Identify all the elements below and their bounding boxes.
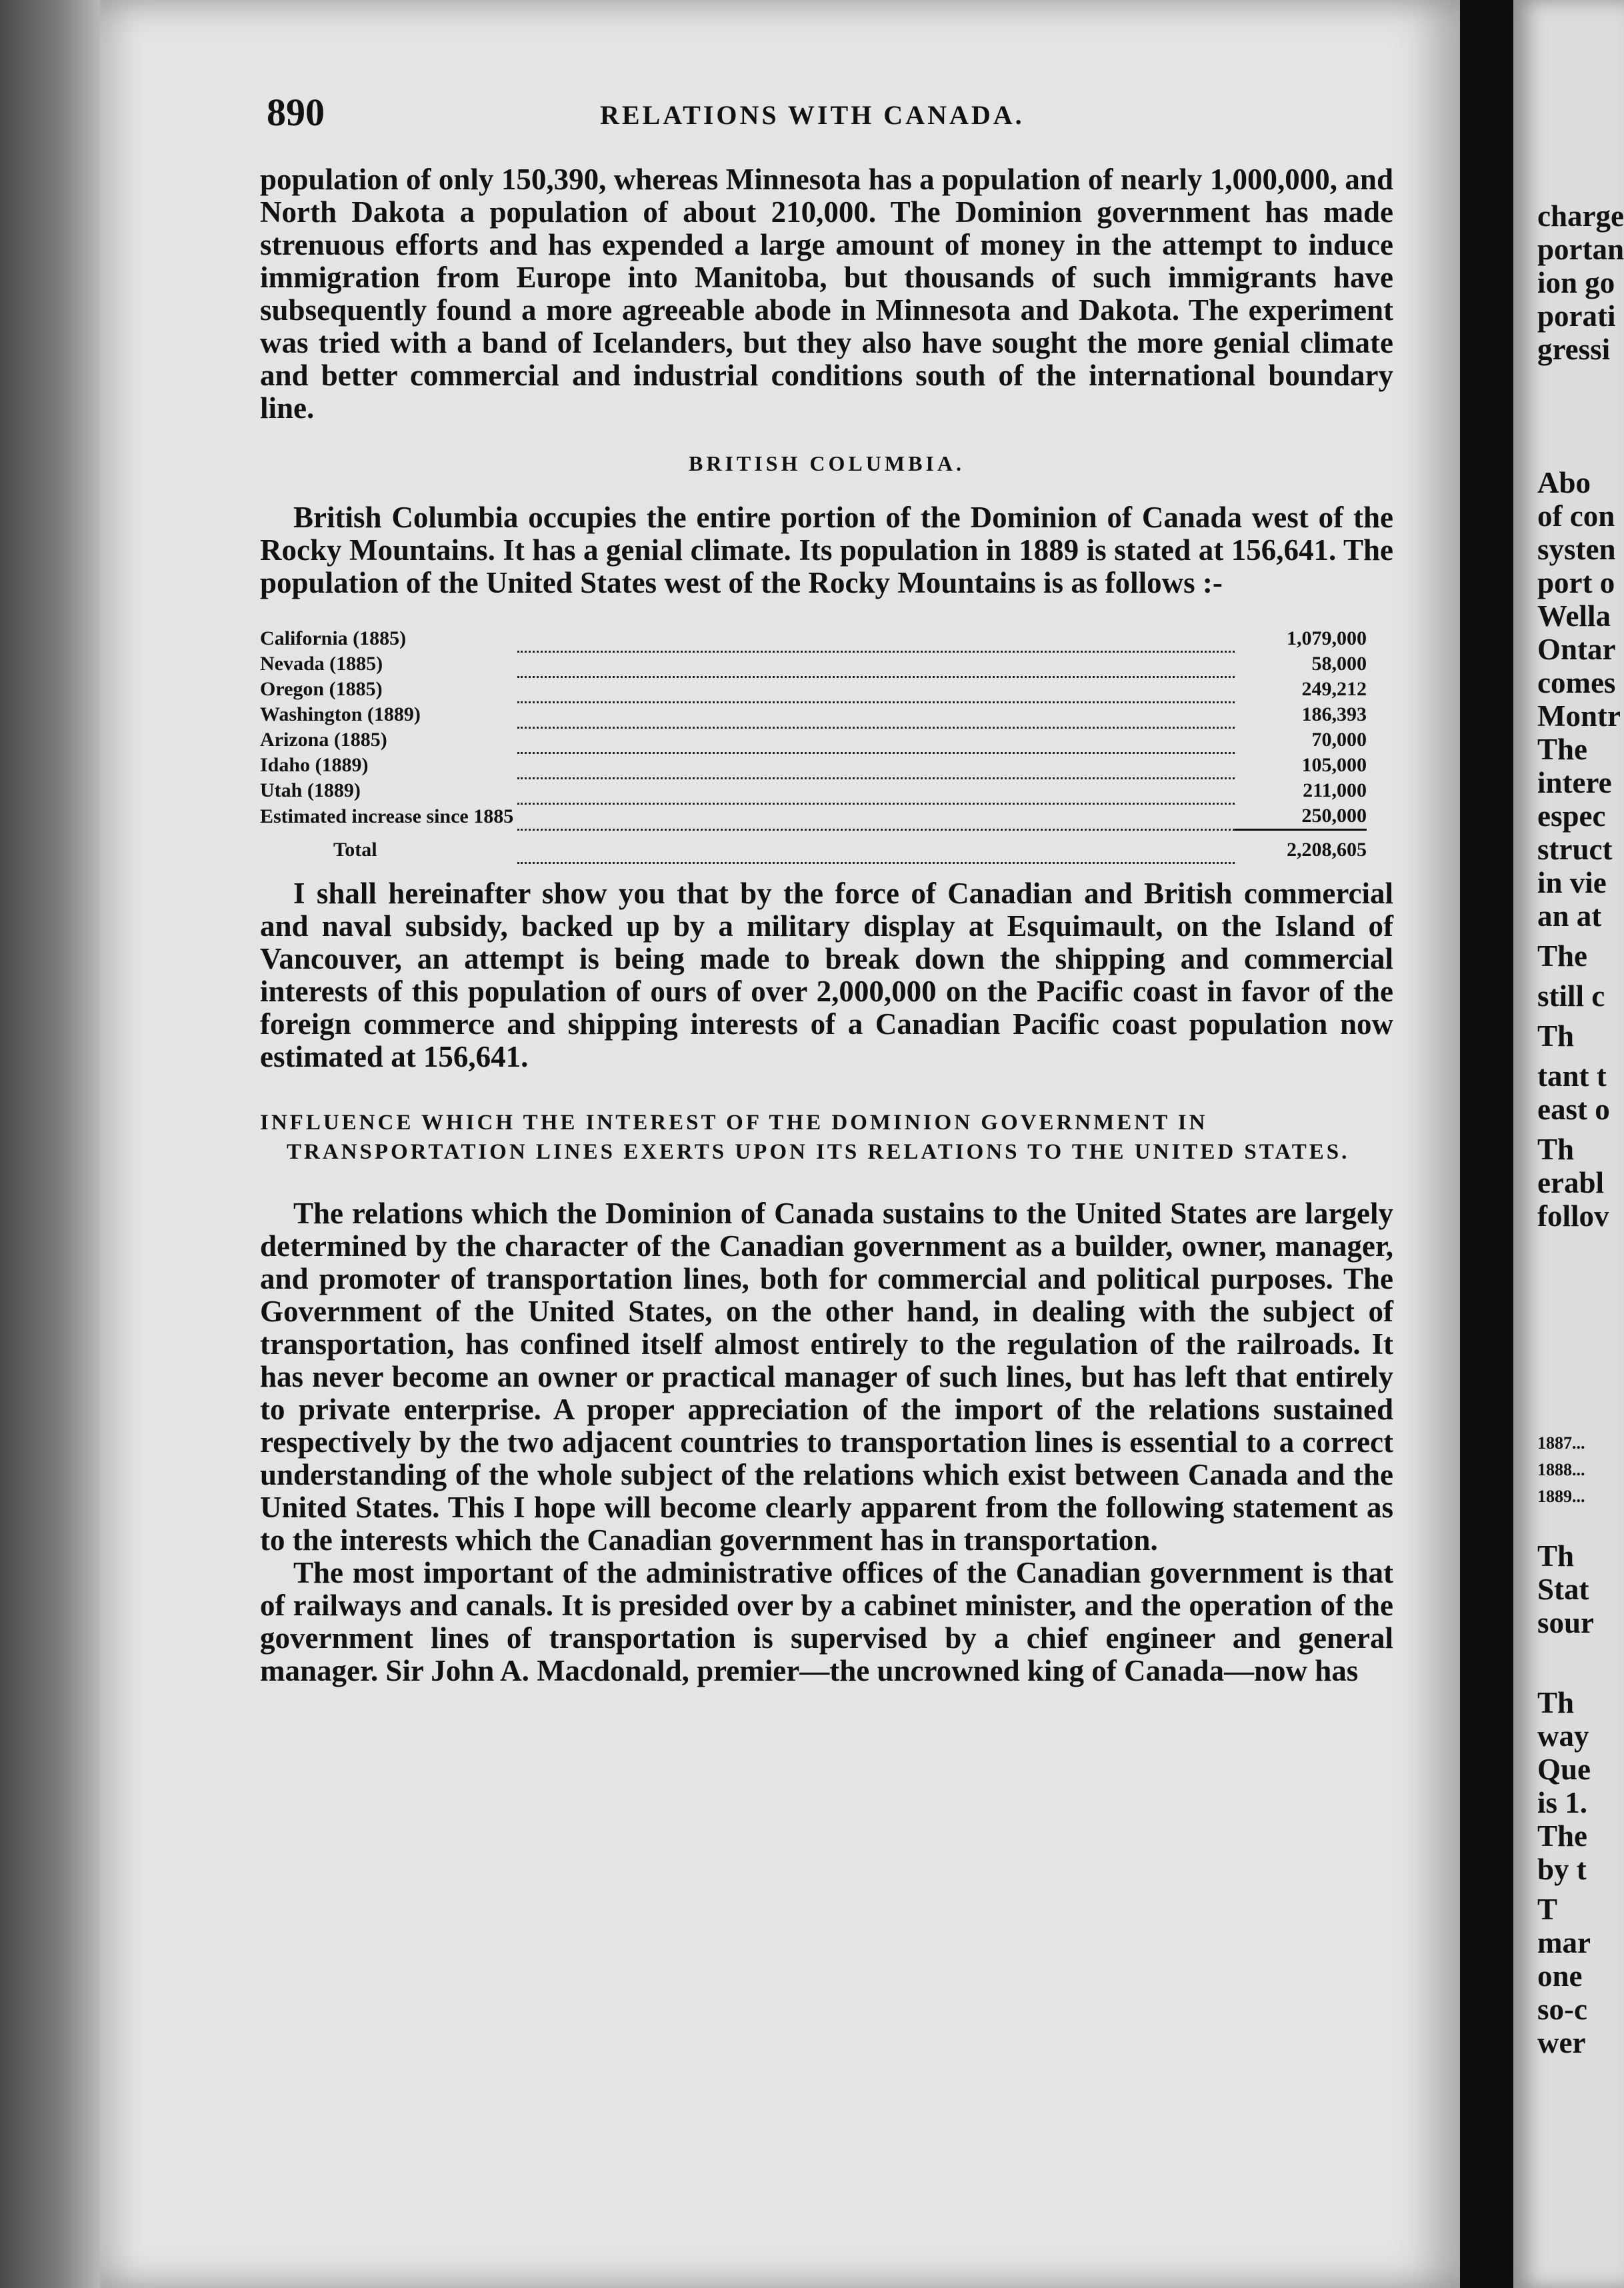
adjacent-page-text: Th xyxy=(1537,1133,1575,1166)
table-leader-dots xyxy=(517,773,1235,798)
paragraph-population: population of only 150,390, whereas Minnesota has a population of nearly 1,000,000, and North Dakota a population of about 210,000. The Dominion government has made strenuous efforts and has expended a large amount of money in the attempt to induce immigration from Europe into Manitoba, but thousands of such immigrants have subsequently found a more agreeable abode in Minnesota and Dakota. The experiment was tried with a band of Icelanders, but they also have sought the more genial climate and better commercial and industrial conditions south of the international boundary line. xyxy=(260,163,1393,425)
adjacent-page-text: an at xyxy=(1537,899,1602,933)
adjacent-page-text: porati xyxy=(1537,299,1616,333)
adjacent-page-text: of con xyxy=(1537,499,1615,533)
adjacent-page-text: The xyxy=(1537,939,1588,973)
adjacent-page-text: Que xyxy=(1537,1753,1591,1786)
state-name: Estimated increase since 1885 xyxy=(260,805,514,827)
table-leader-dots xyxy=(517,722,1235,747)
adjacent-page-text: sour xyxy=(1537,1606,1595,1639)
adjacent-page-text: port o xyxy=(1537,566,1615,599)
paragraph-bc-intro: British Columbia occupies the entire portion of the Dominion of Canada west of the Rocky Mountains. It has a genial climate. Its population in 1889 is stated at 156,641. The population of the United States west of the Rocky Mountains is as follows :- xyxy=(260,501,1393,599)
adjacent-page-text: is 1. xyxy=(1537,1786,1588,1819)
paragraph-influence-2: The most important of the administrative offices of the Canadian government is that of railways and canals. It is presided over by a cabinet minister, and the operation of the government lines of transportation is supervised by a chief engineer and general manager. Sir John A. Macdonald, premier—the uncrowned king of Canada—now has xyxy=(260,1555,1393,1687)
state-name: Arizona (1885) xyxy=(260,729,387,751)
total-label: Total xyxy=(333,839,377,861)
section-heading-british-columbia: BRITISH COLUMBIA. xyxy=(689,451,965,475)
adjacent-page-text: erabl xyxy=(1537,1166,1604,1199)
adjacent-page-text: comes xyxy=(1537,666,1616,699)
state-name: Washington (1889) xyxy=(260,703,421,725)
adjacent-page-text: mar xyxy=(1537,1926,1591,1959)
adjacent-page-text: T xyxy=(1537,1893,1558,1926)
table-leader-dots xyxy=(517,671,1235,697)
book-gutter xyxy=(1460,0,1513,2288)
state-name: Utah (1889) xyxy=(260,779,361,801)
table-leader-dots xyxy=(517,621,1235,646)
adjacent-page-text: intere xyxy=(1537,766,1612,799)
state-name: California (1885) xyxy=(260,627,407,649)
adjacent-page-text: tant t xyxy=(1537,1059,1607,1093)
adjacent-page-text: gressi xyxy=(1537,333,1611,366)
population-value: 58,000 xyxy=(1311,653,1367,675)
table-leader-dots xyxy=(517,747,1235,773)
adjacent-page-fragment xyxy=(1513,0,1624,2288)
table-leader-dots xyxy=(517,798,1235,825)
adjacent-page-text: espec xyxy=(1537,799,1606,833)
running-title: RELATIONS WITH CANADA. xyxy=(600,100,1025,130)
population-value: 211,000 xyxy=(1303,779,1367,801)
adjacent-page-text: by t xyxy=(1537,1853,1587,1886)
table-leader-dots xyxy=(517,697,1235,722)
state-name: Idaho (1889) xyxy=(260,754,369,776)
population-value: 186,393 xyxy=(1301,703,1367,725)
adjacent-page-text: so-c xyxy=(1537,1993,1587,2026)
page-body xyxy=(260,163,1393,1687)
adjacent-page-text: Th xyxy=(1537,1019,1575,1053)
state-name: Nevada (1885) xyxy=(260,653,383,675)
adjacent-page-text: way xyxy=(1537,1719,1589,1753)
population-table xyxy=(260,626,1367,864)
adjacent-page-text: 1889... xyxy=(1537,1487,1585,1506)
adjacent-page-text: wer xyxy=(1537,2026,1586,2059)
adjacent-page-text: Ontar xyxy=(1537,633,1616,666)
adjacent-page-text: one xyxy=(1537,1959,1583,1993)
adjacent-page-text: ion go xyxy=(1537,266,1615,299)
adjacent-page-text: Montr xyxy=(1537,699,1621,733)
state-name: Oregon (1885) xyxy=(260,678,383,700)
table-leader-dots xyxy=(517,646,1235,671)
adjacent-page-text: in vie xyxy=(1537,866,1607,899)
adjacent-page-text: 1887... xyxy=(1537,1433,1585,1453)
adjacent-page-text: The xyxy=(1537,733,1588,766)
population-value: 249,212 xyxy=(1301,678,1367,700)
page-number: 890 xyxy=(267,91,325,134)
table-leader-dots xyxy=(517,832,1235,857)
table-total-row xyxy=(260,837,1367,863)
left-book-edge xyxy=(0,0,100,2288)
section-heading-influence: INFLUENCE WHICH THE INTEREST OF THE DOMINION GOVERNMENT IN TRANSPORTATION LINES EXERTS UPON ITS RELATIONS TO THE UNITED STATES. xyxy=(260,1110,1350,1164)
adjacent-page-text: systen xyxy=(1537,533,1616,566)
adjacent-page-text: Stat xyxy=(1537,1573,1589,1606)
adjacent-page-text: east o xyxy=(1537,1093,1610,1126)
table-row xyxy=(260,803,1367,830)
adjacent-page-text: follov xyxy=(1537,1199,1609,1233)
adjacent-page-text: Th xyxy=(1537,1539,1575,1573)
adjacent-page-text: still c xyxy=(1537,979,1605,1013)
adjacent-page-text: Abo xyxy=(1537,466,1591,499)
adjacent-page-text: 1888... xyxy=(1537,1460,1585,1479)
paragraph-influence-1: The relations which the Dominion of Canada sustains to the United States are largely determined by the character of the Canadian government as a builder, owner, manager, and promoter of transportation lines, both for commercial and political purposes. The Government of the United States, on the other hand, in dealing with the subject of transportation, has confined itself almost entirely to the regulation of the railroads. It has never become an owner or practical manager of such lines, but has left that entirely to private enterprise. A proper appreciation of the import of the relations sustained respectively by the two adjacent countries to transportation lines is essential to a correct understanding of the whole subject of the relations which exist between Canada and the United States. This I hope will become clearly apparent from the following statement as to the interests which the Canadian government has in transportation. xyxy=(260,1196,1393,1557)
population-value: 250,000 xyxy=(1301,805,1367,827)
adjacent-page-text: Wella xyxy=(1537,599,1611,633)
paragraph-bc-closing: I shall hereinafter show you that by the force of Canadian and British commercial and naval subsidy, backed up by a military display at Esquimault, on the Island of Vancouver, an attempt is being made to break down the shipping and commercial interests of this population of ours of over 2,000,000 on the Pacific coast in favor of the foreign commerce and shipping interests of a Canadian Pacific coast population now estimated at 156,641. xyxy=(260,876,1393,1073)
page-header xyxy=(267,90,1387,137)
adjacent-page-text: charge xyxy=(1537,199,1624,233)
adjacent-page-text: The xyxy=(1537,1819,1588,1853)
population-value: 1,079,000 xyxy=(1287,627,1367,649)
population-value: 70,000 xyxy=(1311,729,1367,751)
adjacent-page-text: Th xyxy=(1537,1686,1575,1719)
population-value: 105,000 xyxy=(1301,754,1367,776)
adjacent-page-text: portan xyxy=(1537,233,1624,266)
total-value: 2,208,605 xyxy=(1287,839,1367,861)
adjacent-page-text: struct xyxy=(1537,833,1613,866)
